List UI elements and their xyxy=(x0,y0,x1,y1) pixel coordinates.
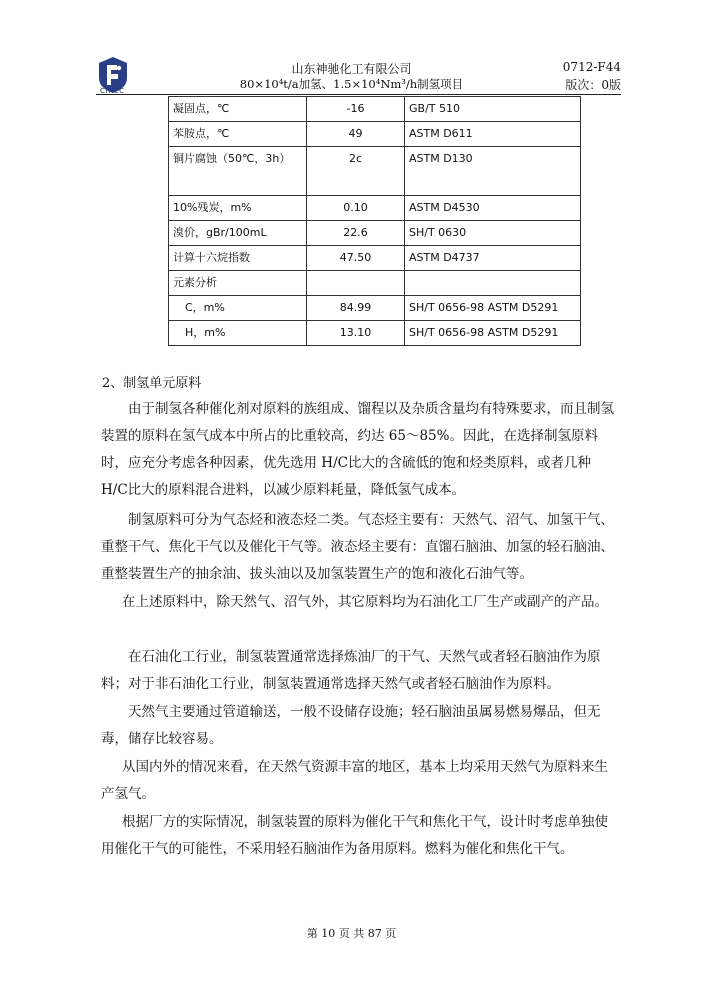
table-cell: GB/T 510 xyxy=(405,97,581,122)
table-cell: 22.6 xyxy=(307,221,405,246)
paragraph-text: 在上述原料中，除天然气、沼气外，其它原料均为石油化工厂生产或副产的产品。 xyxy=(122,594,608,610)
table-cell xyxy=(307,271,405,296)
table-cell: ASTM D130 xyxy=(405,147,581,196)
table-cell: 计算十六烷指数 xyxy=(169,246,307,271)
table-cell: 13.10 xyxy=(307,321,405,346)
table-cell: H，m% xyxy=(169,321,307,346)
paragraph-text: 根据厂方的实际情况，制氢装置的原料为催化干气和焦化干气，设计时考虑单独使用催化干气的可能性，不采用轻石脑油作为备用原料。燃料为催化和焦化干气。 xyxy=(101,814,608,857)
logo-text: CHICC xyxy=(100,87,125,95)
table-cell xyxy=(405,271,581,296)
header-project: 80×10⁴t/a加氢、1.5×10⁴Nm³/h制氢项目 xyxy=(239,77,464,91)
page-footer: 第 10 页 共 87 页 xyxy=(306,927,397,940)
paragraph xyxy=(101,699,621,753)
table-row xyxy=(169,147,581,196)
table-row xyxy=(169,97,581,122)
table-row xyxy=(169,221,581,246)
table-cell: 2c xyxy=(307,147,405,196)
paragraph-text: 制氢原料可分为气态烃和液态烃二类。气态烃主要有：天然气、沼气、加氢干气、重整干气、焦化干气以及催化干气等。液态烃主要有：直馏石脑油、加氢的轻石脑油、重整装置生产的抽余油、拔头油以及加氢装置生产的饱和液化石油气等。 xyxy=(101,512,614,582)
table-cell: 47.50 xyxy=(307,246,405,271)
table-cell: 铜片腐蚀（50℃，3h） xyxy=(169,147,307,196)
table-row xyxy=(169,321,581,346)
table-cell: -16 xyxy=(307,97,405,122)
paragraph xyxy=(101,754,621,808)
table-row xyxy=(169,122,581,147)
table-cell: ASTM D611 xyxy=(405,122,581,147)
paragraph xyxy=(101,589,621,616)
table-cell: ASTM D4530 xyxy=(405,196,581,221)
table-cell: 10%残炭，m% xyxy=(169,196,307,221)
table-cell: 苯胺点，℃ xyxy=(169,122,307,147)
table-cell: 0.10 xyxy=(307,196,405,221)
table-cell: SH/T 0630 xyxy=(405,221,581,246)
header-company: 山东神驰化工有限公司 xyxy=(291,62,412,76)
table-cell: 元素分析 xyxy=(169,271,307,296)
paragraph-text: 从国内外的情况来看，在天然气资源丰富的地区，基本上均采用天然气为原料来生产氢气。 xyxy=(101,759,608,802)
paragraph-text: 由于制氢各种催化剂对原料的族组成、馏程以及杂质含量均有特殊要求，而且制氢装置的原料在氢气成本中所占的比重较高，约达 65～85%。因此，在选择制氢原料时，应充分考虑各种因素，优先选用 H/C比大的含硫低的饱和烃类原料，或者几种 H/C比大的原料混合进料，以减少原料耗量，降低氢气成本。 xyxy=(101,401,614,498)
section-title: 2、制氢单元原料 xyxy=(102,376,202,391)
table-row xyxy=(169,196,581,221)
header-rule xyxy=(96,94,621,95)
paragraph xyxy=(101,396,621,504)
table-cell: SH/T 0656-98 ASTM D5291 xyxy=(405,321,581,346)
paragraph xyxy=(101,507,621,588)
table-cell: 49 xyxy=(307,122,405,147)
table-cell: ASTM D4737 xyxy=(405,246,581,271)
table-cell: C，m% xyxy=(169,296,307,321)
header-doc-code: 0712-F44 xyxy=(562,60,621,74)
table-cell: 84.99 xyxy=(307,296,405,321)
table-row xyxy=(169,246,581,271)
table-cell: 凝固点，℃ xyxy=(169,97,307,122)
table-row xyxy=(169,271,581,296)
paragraph-text: 在石油化工行业，制氢装置通常选择炼油厂的干气、天然气或者轻石脑油作为原料；对于非石油化工行业，制氢装置通常选择天然气或者轻石脑油作为原料。 xyxy=(101,649,601,692)
paragraph xyxy=(101,644,621,698)
paragraph xyxy=(101,809,621,863)
header-version: 版次：0版 xyxy=(565,78,621,92)
table-cell: 溴价，gBr/100mL xyxy=(169,221,307,246)
table-row xyxy=(169,296,581,321)
property-table xyxy=(168,96,581,346)
paragraph-text: 天然气主要通过管道输送，一般不设储存设施；轻石脑油虽属易燃易爆品，但无毒，储存比较容易。 xyxy=(101,704,601,747)
table-cell: SH/T 0656-98 ASTM D5291 xyxy=(405,296,581,321)
